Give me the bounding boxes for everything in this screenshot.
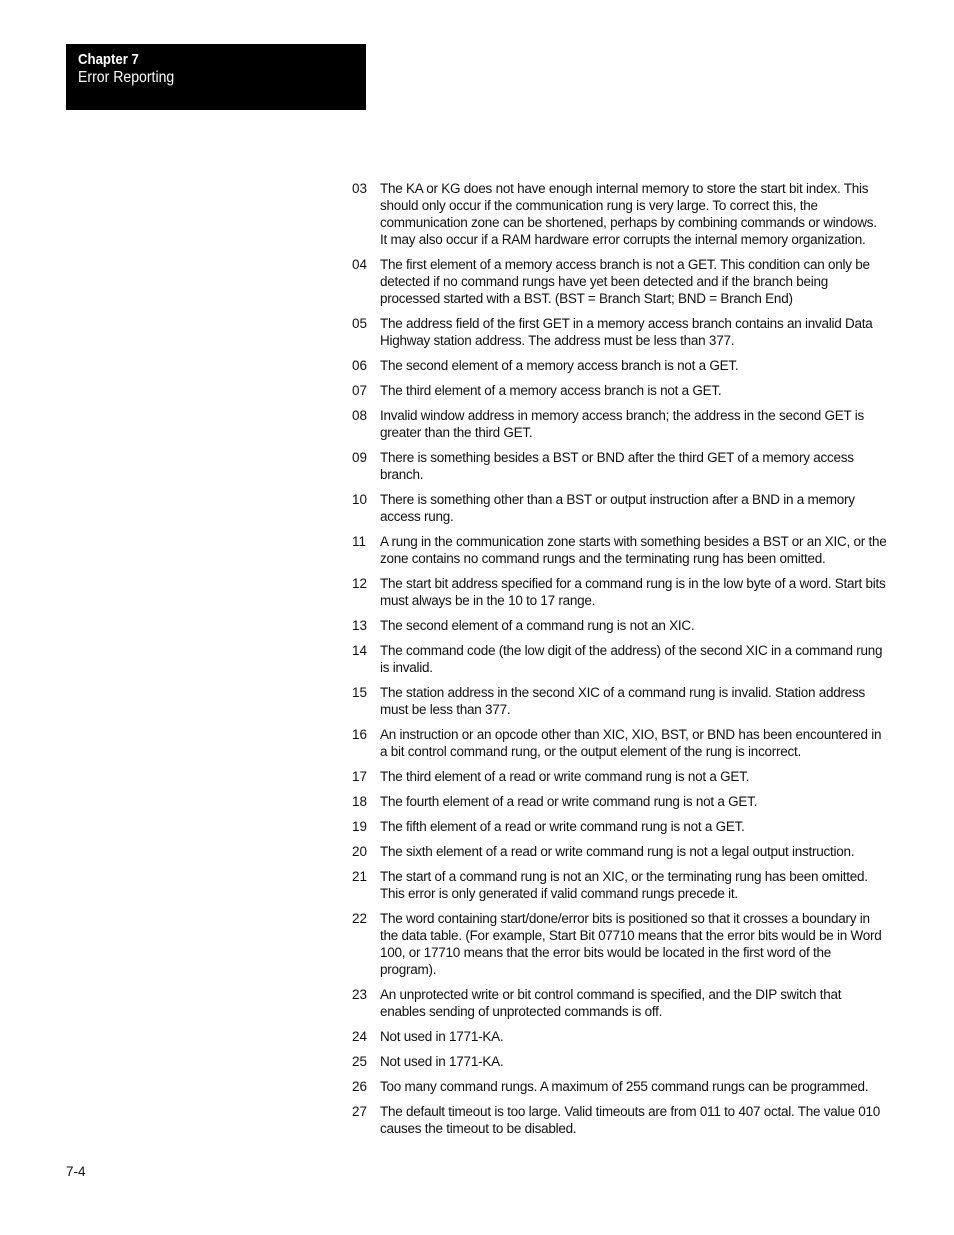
error-item-26 bbox=[352, 1078, 887, 1095]
error-code: 04 bbox=[352, 257, 368, 272]
error-code: 21 bbox=[352, 869, 368, 884]
error-description: The address field of the first GET in a memory access branch contains an invalid Data Highway station address. The address must be less than 377. bbox=[380, 316, 873, 348]
error-item-11 bbox=[352, 533, 887, 567]
error-code: 05 bbox=[352, 316, 368, 331]
error-code: 17 bbox=[352, 769, 368, 784]
error-code: 26 bbox=[352, 1079, 368, 1094]
error-code: 10 bbox=[352, 492, 368, 507]
error-item-07 bbox=[352, 382, 887, 399]
error-code: 14 bbox=[352, 643, 368, 658]
error-description: Invalid window address in memory access branch; the address in the second GET is greater than the third GET. bbox=[380, 408, 864, 440]
error-item-14 bbox=[352, 642, 887, 676]
error-description: There is something other than a BST or output instruction after a BND in a memory access rung. bbox=[380, 492, 855, 524]
error-code: 25 bbox=[352, 1054, 368, 1069]
error-description: Not used in 1771-KA. bbox=[380, 1054, 504, 1069]
error-code: 03 bbox=[352, 181, 368, 196]
error-code: 06 bbox=[352, 358, 368, 373]
error-code-list bbox=[352, 180, 887, 1145]
error-item-05 bbox=[352, 315, 887, 349]
error-code: 12 bbox=[352, 576, 368, 591]
error-code: 09 bbox=[352, 450, 368, 465]
error-code: 20 bbox=[352, 844, 368, 859]
error-item-21 bbox=[352, 868, 887, 902]
chapter-header bbox=[66, 44, 366, 110]
error-description: The default timeout is too large. Valid timeouts are from 011 to 407 octal. The value 010 causes the timeout to be disabled. bbox=[380, 1104, 881, 1136]
error-item-08 bbox=[352, 407, 887, 441]
error-item-06 bbox=[352, 357, 887, 374]
error-item-19 bbox=[352, 818, 887, 835]
error-item-25 bbox=[352, 1053, 887, 1070]
error-item-17 bbox=[352, 768, 887, 785]
error-item-13 bbox=[352, 617, 887, 634]
error-code: 13 bbox=[352, 618, 368, 633]
error-description: Too many command rungs. A maximum of 255 command rungs can be programmed. bbox=[380, 1079, 869, 1094]
error-code: 08 bbox=[352, 408, 368, 423]
error-description: The station address in the second XIC of a command rung is invalid. Station address must be less than 377. bbox=[380, 685, 866, 717]
error-description: The start of a command rung is not an XIC, or the terminating rung has been omitted. This error is only generated if valid command rungs precede it. bbox=[380, 869, 868, 901]
error-description: The command code (the low digit of the address) of the second XIC in a command rung is invalid. bbox=[380, 643, 883, 675]
error-code: 19 bbox=[352, 819, 368, 834]
chapter-label: Chapter 7 bbox=[78, 51, 139, 68]
error-description: The KA or KG does not have enough internal memory to store the start bit index. This should only occur if the communication rung is very large. To correct this, the communication zone can be shortened, perhaps by combining commands or windows. It may also occur if a RAM hardware error corrupts the internal memory organization. bbox=[380, 181, 877, 247]
error-item-04 bbox=[352, 256, 887, 307]
error-code: 18 bbox=[352, 794, 368, 809]
error-item-16 bbox=[352, 726, 887, 760]
error-description: An instruction or an opcode other than XIC, XIO, BST, or BND has been encountered in a bit control command rung, or the output element of the rung is incorrect. bbox=[380, 727, 882, 759]
error-item-18 bbox=[352, 793, 887, 810]
error-item-15 bbox=[352, 684, 887, 718]
error-description: The start bit address specified for a command rung is in the low byte of a word. Start bits must always be in the 10 to 17 range. bbox=[380, 576, 886, 608]
error-description: An unprotected write or bit control command is specified, and the DIP switch that enables sending of unprotected commands is off. bbox=[380, 987, 842, 1019]
error-code: 07 bbox=[352, 383, 368, 398]
error-description: The third element of a read or write command rung is not a GET. bbox=[380, 769, 750, 784]
error-code: 16 bbox=[352, 727, 368, 742]
chapter-title: Error Reporting bbox=[78, 69, 175, 86]
error-item-03 bbox=[352, 180, 887, 248]
error-item-24 bbox=[352, 1028, 887, 1045]
page-number: 7-4 bbox=[66, 1164, 86, 1179]
error-description: The third element of a memory access branch is not a GET. bbox=[380, 383, 722, 398]
error-item-27 bbox=[352, 1103, 887, 1137]
error-description: There is something besides a BST or BND after the third GET of a memory access branch. bbox=[380, 450, 854, 482]
error-item-20 bbox=[352, 843, 887, 860]
error-item-12 bbox=[352, 575, 887, 609]
error-item-22 bbox=[352, 910, 887, 978]
error-code: 24 bbox=[352, 1029, 368, 1044]
error-code: 27 bbox=[352, 1104, 368, 1119]
error-code: 11 bbox=[352, 534, 367, 549]
error-item-09 bbox=[352, 449, 887, 483]
error-description: The second element of a command rung is not an XIC. bbox=[380, 618, 695, 633]
error-description: The fourth element of a read or write command rung is not a GET. bbox=[380, 794, 758, 809]
error-item-10 bbox=[352, 491, 887, 525]
error-description: The word containing start/done/error bits is positioned so that it crosses a boundary in the data table. (For example, Start Bit 07710 means that the error bits would be in Word 100, or 17710 means that the error bits would be located in the first word of the program). bbox=[380, 911, 882, 977]
error-code: 15 bbox=[352, 685, 368, 700]
error-description: Not used in 1771-KA. bbox=[380, 1029, 504, 1044]
error-description: The first element of a memory access branch is not a GET. This condition can only be detected if no command rungs have yet been detected and if the branch being processed started with a BST. (BST = Branch Start; BND = Branch End) bbox=[380, 257, 870, 306]
error-code: 23 bbox=[352, 987, 368, 1002]
error-description: The fifth element of a read or write command rung is not a GET. bbox=[380, 819, 745, 834]
error-description: The sixth element of a read or write command rung is not a legal output instruction. bbox=[380, 844, 855, 859]
error-code: 22 bbox=[352, 911, 368, 926]
error-description: A rung in the communication zone starts with something besides a BST or an XIC, or the zone contains no command rungs and the terminating rung has been omitted. bbox=[380, 534, 887, 566]
error-item-23 bbox=[352, 986, 887, 1020]
error-description: The second element of a memory access branch is not a GET. bbox=[380, 358, 739, 373]
